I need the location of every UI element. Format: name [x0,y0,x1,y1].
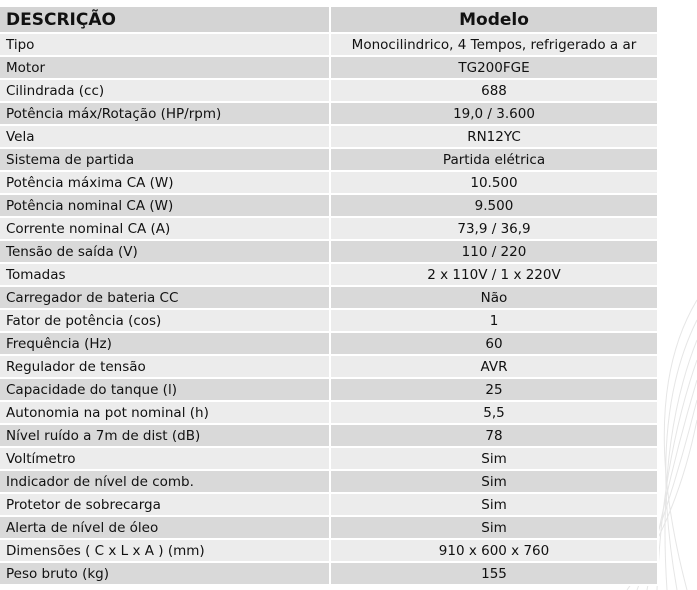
row-value: 110 / 220 [330,240,658,263]
row-value: Partida elétrica [330,148,658,171]
table-row [0,470,658,493]
table-row [0,447,658,470]
row-label: Corrente nominal CA (A) [0,217,330,240]
header-model: Modelo [330,7,658,33]
row-value: RN12YC [330,125,658,148]
table-row [0,217,658,240]
row-value: 60 [330,332,658,355]
row-value: 2 x 110V / 1 x 220V [330,263,658,286]
row-value: Sim [330,447,658,470]
row-label: Regulador de tensão [0,355,330,378]
table-row [0,378,658,401]
table-row [0,332,658,355]
row-label: Potência máx/Rotação (HP/rpm) [0,102,330,125]
row-label: Carregador de bateria CC [0,286,330,309]
table-row [0,79,658,102]
table-row [0,240,658,263]
row-label: Autonomia na pot nominal (h) [0,401,330,424]
table-row [0,539,658,562]
row-label: Fator de potência (cos) [0,309,330,332]
row-label: Protetor de sobrecarga [0,493,330,516]
table-row [0,355,658,378]
row-label: Vela [0,125,330,148]
row-label: Voltímetro [0,447,330,470]
row-value: 78 [330,424,658,447]
row-label: Alerta de nível de óleo [0,516,330,539]
row-label: Frequência (Hz) [0,332,330,355]
row-label: Potência nominal CA (W) [0,194,330,217]
row-value: 5,5 [330,401,658,424]
specification-table [0,7,659,586]
row-value: AVR [330,355,658,378]
row-value: Monocilindrico, 4 Tempos, refrigerado a ar [330,33,658,56]
row-value: 10.500 [330,171,658,194]
row-label: Potência máxima CA (W) [0,171,330,194]
row-label: Sistema de partida [0,148,330,171]
table-row [0,286,658,309]
table-row [0,56,658,79]
row-label: Peso bruto (kg) [0,562,330,585]
table-row [0,102,658,125]
table-row [0,309,658,332]
row-value: 155 [330,562,658,585]
row-value: 688 [330,79,658,102]
row-value: 1 [330,309,658,332]
row-value: 25 [330,378,658,401]
row-value: 9.500 [330,194,658,217]
row-value: TG200FGE [330,56,658,79]
row-label: Tipo [0,33,330,56]
table-row [0,493,658,516]
row-label: Tensão de saída (V) [0,240,330,263]
row-label: Indicador de nível de comb. [0,470,330,493]
table-header-row [0,7,658,33]
row-value: Sim [330,516,658,539]
row-value: Sim [330,470,658,493]
row-value: Não [330,286,658,309]
table-row [0,562,658,585]
table-row [0,263,658,286]
row-value: 73,9 / 36,9 [330,217,658,240]
table-row [0,194,658,217]
row-label: Cilindrada (cc) [0,79,330,102]
header-description: DESCRIÇÃO [0,7,330,33]
row-label: Nível ruído a 7m de dist (dB) [0,424,330,447]
table-row [0,33,658,56]
row-value: 19,0 / 3.600 [330,102,658,125]
row-value: Sim [330,493,658,516]
row-label: Dimensões ( C x L x A ) (mm) [0,539,330,562]
row-label: Tomadas [0,263,330,286]
table-row [0,401,658,424]
table-row [0,424,658,447]
table-row [0,516,658,539]
row-label: Capacidade do tanque (l) [0,378,330,401]
row-value: 910 x 600 x 760 [330,539,658,562]
table-row [0,171,658,194]
row-label: Motor [0,56,330,79]
table-row [0,125,658,148]
table-row [0,148,658,171]
